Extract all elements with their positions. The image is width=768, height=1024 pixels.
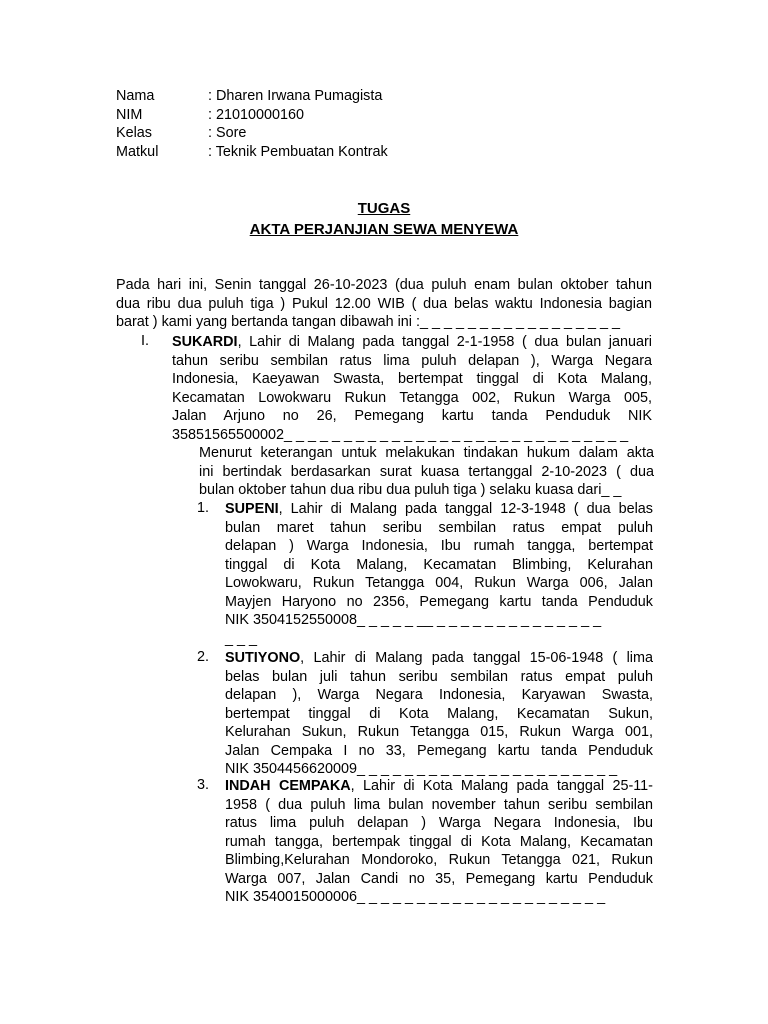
principal-line: Kelurahan Sukun, Rukun Tetangga 015, Rukun Warga 001,	[225, 724, 653, 740]
principal-line: 1958 ( dua puluh lima bulan november tahun seribu sembilan	[225, 796, 653, 813]
intro-paragraph	[116, 276, 652, 332]
principal-line: ratus lima puluh delapan ) Warga Negara Indonesia, Ibu	[225, 815, 653, 831]
nama-value: : Dharen Irwana Pumagista	[208, 88, 383, 104]
principal-line-text: , Lahir di Malang pada tanggal 12-3-1948 ( dua belas	[278, 501, 653, 517]
party-line: tahun seribu sembilan ratus lima puluh delapan ), Warga Negara	[172, 352, 652, 369]
nama-label: Nama	[116, 88, 155, 104]
matkul-value: : Teknik Pembuatan Kontrak	[208, 143, 388, 160]
principal-line: NIK 3504456620009_ _ _ _ _ _ _ _ _ _ _ _ _ _ _ _ _ _ _ _ _ _	[225, 761, 618, 777]
principal-indah-cempaka	[225, 777, 653, 907]
info-row-kelas	[116, 124, 388, 143]
matkul-label: Matkul	[116, 143, 159, 160]
intro-line: dua ribu dua puluh tiga ) Pukul 12.00 WIB ( dua belas waktu Indonesia bagian	[116, 295, 652, 312]
info-row-nama	[116, 87, 388, 106]
principal-line: Jalan Cempaka I no 33, Pemegang kartu tanda Penduduk	[225, 742, 653, 759]
principal-line	[225, 649, 653, 668]
list-marker: 1.	[197, 500, 210, 516]
principal-line: NIK 3540015000006_ _ _ _ _ _ _ _ _ _ _ _ _ _ _ _ _ _ _ _ _	[225, 889, 606, 905]
principal-line: NIK 3504152550008_ _ _ _ _ __ _ _ _ _ _ _ _ _ _ _ _ _ _ _	[225, 612, 602, 628]
party-line: Kecamatan Lowokwaru Rukun Tetangga 002, Rukun Warga 005,	[172, 389, 652, 406]
principal-line-text: , Lahir di Malang pada tanggal 15-06-1948 ( lima	[300, 650, 653, 666]
menurut-line: ini bertindak berdasarkan surat kuasa tertanggal 2-10-2023 ( dua	[199, 463, 654, 480]
party-sukardi	[172, 333, 652, 444]
list-marker: 2.	[197, 649, 210, 665]
menurut-line: bulan oktober tahun dua ribu dua puluh tiga ) selaku kuasa dari_ _	[199, 482, 622, 498]
principal-line: tinggal di Kota Malang, Kecamatan Blimbing, Kelurahan	[225, 556, 653, 573]
menurut-paragraph	[199, 444, 654, 500]
student-info	[116, 87, 388, 161]
principal-sutiyono	[225, 649, 653, 779]
kelas-label: Kelas	[116, 125, 152, 141]
party-line: Jalan Arjuno no 26, Pemegang kartu tanda Penduduk NIK	[172, 408, 652, 424]
principal-line	[225, 777, 653, 796]
principal-line: Blimbing,Kelurahan Mondoroko, Rukun Tetangga 021, Rukun	[225, 852, 653, 868]
principal-line: Lowokwaru, Rukun Tetangga 004, Rukun Warga 006, Jalan	[225, 575, 653, 591]
party-name: SUKARDI	[172, 334, 238, 350]
principal-line: belas bulan juli tahun seribu sembilan ratus empat puluh	[225, 668, 653, 685]
party-marker: I.	[141, 333, 149, 349]
principal-line: rumah tangga, bertempak tinggal di Kota Malang, Kecamatan	[225, 833, 653, 850]
party-line-text: , Lahir di Malang pada tanggal 2-1-1958 ( dua bulan januari	[237, 334, 652, 350]
info-row-matkul	[116, 143, 388, 162]
list-marker: 3.	[197, 777, 210, 793]
info-row-nim	[116, 106, 388, 125]
kelas-value: : Sore	[208, 125, 247, 141]
nim-value: : 21010000160	[208, 106, 305, 123]
intro-line: barat ) kami yang bertanda tangan dibawah ini :_ _ _ _ _ _ _ _ _ _ _ _ _ _ _ _ _	[116, 314, 621, 330]
document-title: TUGAS	[357, 200, 411, 217]
intro-line: Pada hari ini, Senin tanggal 26-10-2023 (dua puluh enam bulan oktober tahun	[116, 277, 652, 293]
party-line: 35851565500002_ _ _ _ _ _ _ _ _ _ _ _ _ _ _ _ _ _ _ _ _ _ _ _ _ _ _ _ _	[172, 426, 629, 443]
principal-line: Mayjen Haryono no 2356, Pemegang kartu tanda Penduduk	[225, 593, 653, 610]
menurut-line: Menurut keterangan untuk melakukan tindakan hukum dalam akta	[199, 445, 654, 461]
party-line: Indonesia, Kaeyawan Swasta, bertempat tinggal di Kota Malang,	[172, 371, 652, 387]
principal-line: _ _ _	[225, 630, 258, 647]
principal-line: Warga 007, Jalan Candi no 35, Pemegang kartu Penduduk	[225, 870, 653, 887]
document-subtitle: AKTA PERJANJIAN SEWA MENYEWA	[249, 221, 519, 238]
principal-name: SUPENI	[225, 501, 279, 517]
nim-label: NIM	[116, 106, 143, 123]
principal-line-text: , Lahir di Kota Malang pada tanggal 25-11-	[350, 778, 653, 794]
principal-supeni	[225, 500, 653, 648]
principal-line: delapan ), Warga Negara Indonesia, Karyawan Swasta,	[225, 687, 653, 703]
principal-line: bertempat tinggal di Kota Malang, Kecamatan Sukun,	[225, 705, 653, 722]
principal-name: INDAH CEMPAKA	[225, 778, 351, 794]
principal-line	[225, 500, 653, 519]
principal-name: SUTIYONO	[225, 650, 301, 666]
party-line	[172, 333, 652, 352]
principal-line: bulan maret tahun seribu sembilan ratus empat puluh	[225, 519, 653, 536]
principal-line: delapan ) Warga Indonesia, Ibu rumah tangga, bertempat	[225, 538, 653, 554]
